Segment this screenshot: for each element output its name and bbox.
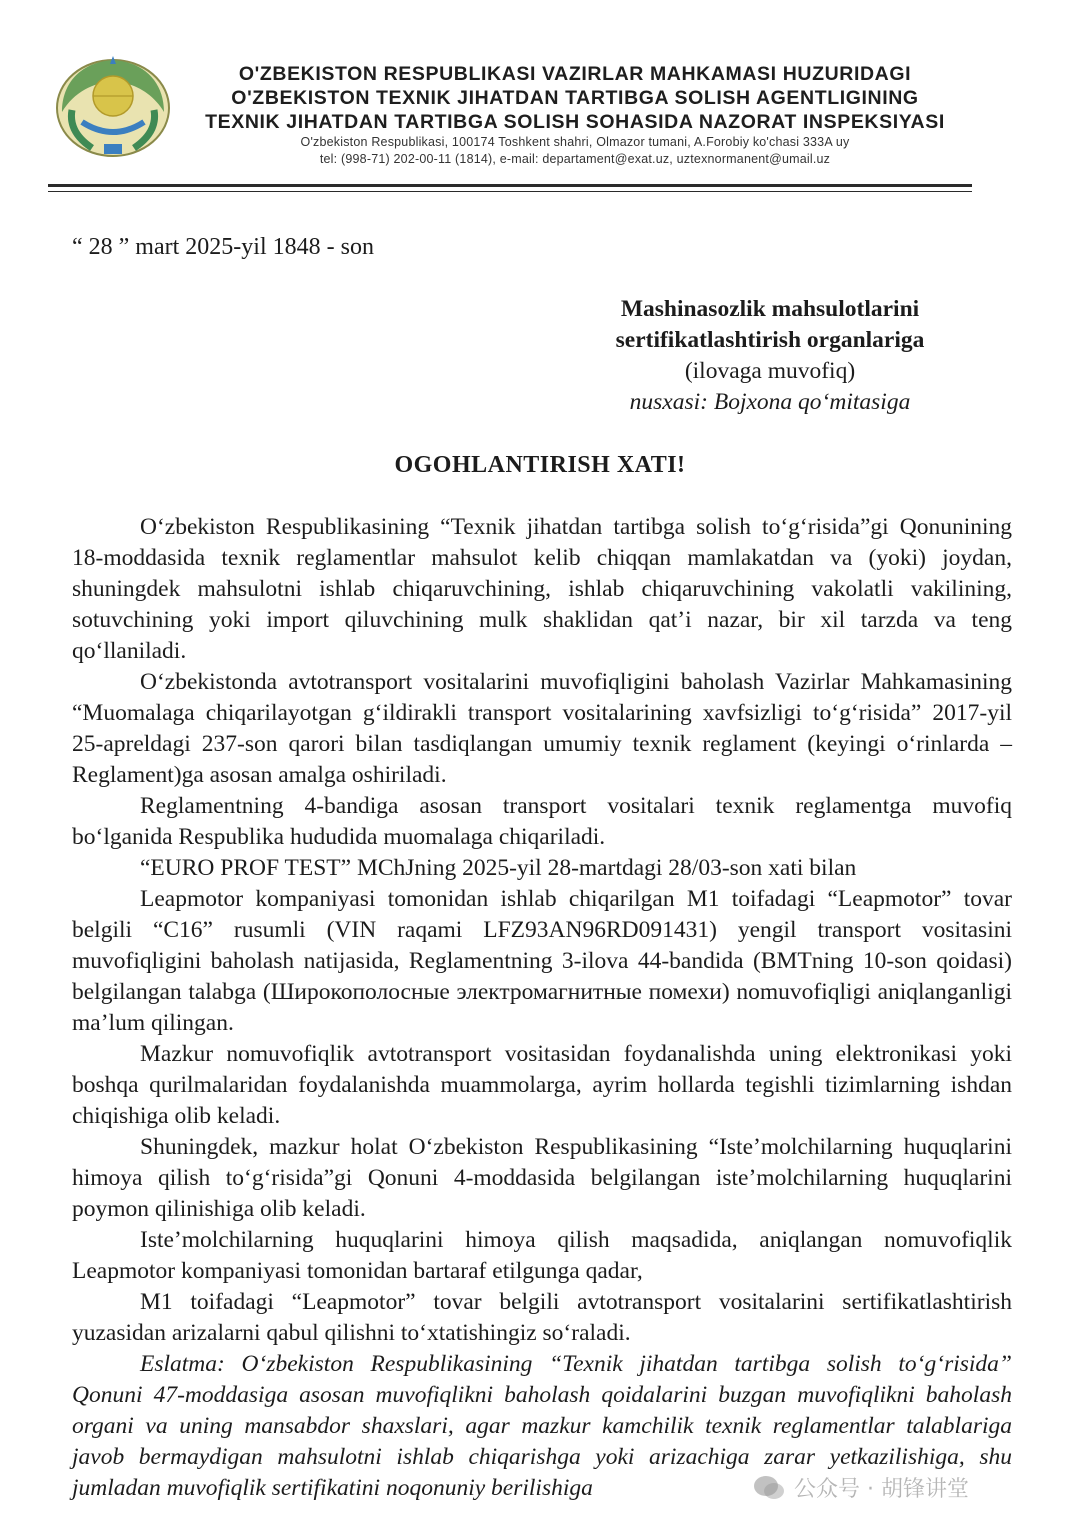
paragraph: Iste’molchilarning huquqlarini himoya qilish maqsadida, aniqlangan nomuvofiqlik Leapmotor kompaniyasi tomonidan bartaraf etilgunga qadar,	[72, 1227, 1012, 1284]
wechat-icon	[752, 1473, 786, 1503]
recipient-line-2: sertifikatlashtirish organlariga	[615, 327, 925, 353]
org-contacts: tel: (998-71) 202-00-11 (1814), e-mail: departament@exat.uz, uztexnormanent@umail.uz	[319, 152, 831, 166]
note-paragraph: Eslatma: O‘zbekiston Respublikasining “Texnik jihatdan tartibga solish to‘g‘risida” Qonuni 47-moddasiga asosan muvofiqlikni baholash qoidalarini buzgan muvofiqlikni baholash organi va uning mansabdor shaxslari, agar mazkur kamchilik texnik reglamentlar talablariga javob bermaydigan mahsulotni ishlab chiqarishga yoki arizachiga zarar yetkazilishiga, shu jumladan muvofiqlik sertifikatini noqonuniy berilishiga	[72, 1351, 1012, 1501]
recipient-copy-line: nusxasi: Bojxona qo‘mitasiga	[629, 389, 911, 415]
header-rule-thick	[48, 184, 972, 187]
paragraph: Mazkur nomuvofiqlik avtotransport vositasidan foydanalishda uning elektronikasi yoki boshqa qurilmalaridan foydalanishda muammolarga, ayrim hollarda tegishli tizimlarning ishdan chiqishiga olib keladi.	[72, 1041, 1012, 1129]
paragraph: “EURO PROF TEST” MChJning 2025-yil 28-martdagi 28/03-son xati bilan	[140, 855, 857, 881]
org-address: O'zbekiston Respublikasi, 100174 Toshkent shahri, Olmazor tumani, A.Forobiy ko'chasi 333A uy	[300, 135, 850, 149]
paragraph: O‘zbekiston Respublikasining “Texnik jihatdan tartibga solish to‘g‘risida”gi Qonunining 18-moddasida texnik reglamentlar mahsulot kelib chiqqan mamlakatdan va (yoki) joydan, shuningdek mahsulotni ishlab chiqaruvchining, ishlab chiqaruvchining vakolatli vakilining, sotuvchining yoki import qiluvchining mulk shaklidan qat’i nazar, bir xil tarzda va teng qo‘llaniladi.	[72, 514, 1012, 664]
header-rule-thin	[48, 191, 972, 192]
paragraph: M1 toifadagi “Leapmotor” tovar belgili avtotransport vositalarini sertifikatlashtirish yuzasidan arizalarni qabul qilishni to‘xtatishingiz so‘raladi.	[72, 1289, 1012, 1346]
recipient-line-3: (ilovaga muvofiq)	[684, 358, 856, 384]
paragraph: O‘zbekistonda avtotransport vositalarini muvofiqligini baholash Vazirlar Mahkamasining “Muomalaga chiqarilayotgan g‘ildirakli transport vositalarining xavfsizligi to‘g‘risida” 2017-yil 25-apreldagi 237-son qarori bilan tasdiqlangan umumiy texnik reglament (keyingi o‘rinlarda – Reglament)ga asosan amalga oshiriladi.	[72, 669, 1012, 788]
date-number-line: “ 28 ” mart 2025-yil 1848 - son	[72, 234, 374, 260]
recipient-line-1: Mashinasozlik mahsulotlarini	[620, 296, 920, 322]
org-line-3: TEXNIK JIHATDAN TARTIBGA SOLISH SOHASIDA NAZORAT INSPEKSIYASI	[205, 111, 945, 133]
letter-body	[72, 512, 1012, 1504]
watermark-text: 公众号 · 胡锋讲堂	[794, 1477, 969, 1502]
paragraph: Shuningdek, mazkur holat O‘zbekiston Respublikasining “Iste’molchilarning huquqlarini himoya qilish to‘g‘risida”gi Qonuni 4-moddasida belgilangan iste’molchilarning huquqlarini poymon qilinishiga olib keladi.	[72, 1134, 1012, 1222]
org-line-2: O'ZBEKISTON TEXNIK JIHATDAN TARTIBGA SOLISH AGENTLIGINING	[231, 87, 919, 109]
recipient-block	[560, 294, 980, 418]
org-line-1: O'ZBEKISTON RESPUBLIKASI VAZIRLAR MAHKAMASI HUZURIDAGI	[238, 63, 912, 85]
state-emblem-icon	[52, 52, 174, 160]
paragraph: Reglamentning 4-bandiga asosan transport vositalari texnik reglamentga muvofiq bo‘lganida Respublika hududida muomalaga chiqariladi.	[72, 793, 1012, 850]
watermark	[752, 1472, 969, 1503]
letter-title: OGOHLANTIRISH XATI!	[394, 452, 686, 478]
organization-header	[180, 62, 970, 168]
paragraph: Leapmotor kompaniyasi tomonidan ishlab chiqarilgan M1 toifadagi “Leapmotor” tovar belgili “C16” rusumli (VIN raqami LFZ93AN96RD091431) yengil transport vositasini muvofiqligini baholash natijasida, Reglamentning 3-ilova 44-bandida (BMTning 10-son qoidasi) belgilangan talabga (Широкополосные электромагнитные помехи) nomuvofiqligi aniqlanganligi ma’lum qilingan.	[72, 886, 1012, 1036]
